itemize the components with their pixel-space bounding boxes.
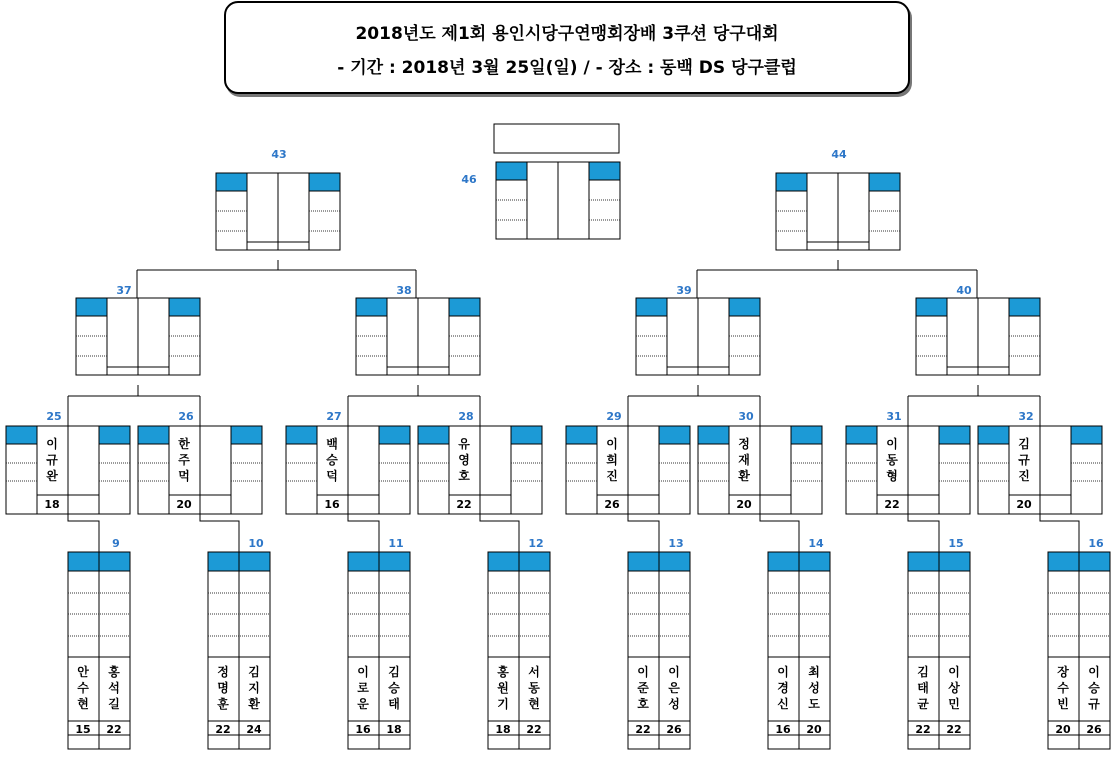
name-char: 백 bbox=[326, 437, 338, 451]
player-score: 22 bbox=[106, 723, 122, 736]
match-box-accent-right bbox=[379, 552, 410, 571]
match-box-accent-left bbox=[496, 162, 527, 180]
match-box-accent-left bbox=[908, 552, 939, 571]
name-char: 정 bbox=[217, 665, 229, 679]
name-char: 진 bbox=[1018, 469, 1030, 483]
player-name bbox=[108, 664, 120, 711]
player-score: 20 bbox=[736, 498, 752, 511]
match-number: 32 bbox=[1018, 410, 1034, 423]
match-box-27 bbox=[286, 410, 410, 514]
player-score: 18 bbox=[495, 723, 511, 736]
tournament-period-venue: - 기간 : 2018년 3월 25일(일) / - 장소 : 동백 DS 당구클럽 bbox=[337, 58, 797, 78]
match-number: 13 bbox=[668, 537, 684, 550]
match-box-accent-left bbox=[68, 552, 99, 571]
match-box-accent-right bbox=[519, 552, 550, 571]
name-char: 진 bbox=[606, 469, 618, 483]
player-score: 26 bbox=[666, 723, 682, 736]
name-char: 김 bbox=[248, 665, 260, 679]
champion-name-box bbox=[494, 124, 619, 153]
match-box-accent-right bbox=[99, 426, 130, 444]
player-score: 18 bbox=[44, 498, 60, 511]
match-box-accent-left bbox=[846, 426, 877, 444]
player-score: 26 bbox=[604, 498, 620, 511]
name-char: 석 bbox=[108, 681, 120, 695]
name-char: 성 bbox=[668, 697, 680, 711]
match-box-accent-left bbox=[636, 298, 667, 316]
player-score: 22 bbox=[946, 723, 962, 736]
name-char: 현 bbox=[77, 697, 89, 711]
match-box-accent-right bbox=[379, 426, 410, 444]
name-char: 운 bbox=[357, 697, 369, 711]
match-box-accent-right bbox=[869, 173, 900, 191]
name-char: 완 bbox=[46, 469, 58, 483]
player-name bbox=[606, 436, 618, 483]
name-char: 은 bbox=[668, 681, 680, 695]
name-char: 동 bbox=[886, 453, 898, 467]
name-char: 훈 bbox=[217, 697, 229, 711]
player-score: 26 bbox=[1086, 723, 1102, 736]
match-box-13 bbox=[628, 537, 690, 749]
match-box-accent-right bbox=[169, 298, 200, 316]
name-char: 성 bbox=[808, 681, 820, 695]
match-number: 14 bbox=[808, 537, 824, 550]
match-box-12 bbox=[488, 537, 550, 749]
match-number: 10 bbox=[248, 537, 264, 550]
match-box-accent-right bbox=[511, 426, 542, 444]
name-char: 도 bbox=[808, 697, 820, 711]
match-box-accent-right bbox=[729, 298, 760, 316]
match-box-accent-right bbox=[1071, 426, 1102, 444]
player-name bbox=[528, 664, 540, 711]
match-box-accent-right bbox=[449, 298, 480, 316]
player-name bbox=[247, 664, 260, 711]
name-char: 김 bbox=[1018, 437, 1030, 451]
name-char: 민 bbox=[948, 697, 960, 711]
match-box-25 bbox=[6, 410, 130, 514]
tournament-title: 2018년도 제1회 용인시당구연맹회장배 3쿠션 당구대회 bbox=[355, 24, 779, 44]
match-box-accent-left bbox=[768, 552, 799, 571]
match-number: 30 bbox=[738, 410, 754, 423]
match-box-accent-left bbox=[1048, 552, 1079, 571]
player-score: 16 bbox=[355, 723, 371, 736]
match-box-accent-left bbox=[216, 173, 247, 191]
match-number: 27 bbox=[326, 410, 342, 423]
player-name bbox=[637, 664, 649, 711]
name-char: 이 bbox=[1088, 665, 1100, 679]
match-box-accent-right bbox=[659, 552, 690, 571]
match-box-accent-left bbox=[628, 552, 659, 571]
player-score: 20 bbox=[806, 723, 822, 736]
name-char: 준 bbox=[637, 681, 649, 695]
name-char: 지 bbox=[248, 681, 260, 695]
match-box-16 bbox=[1048, 537, 1110, 749]
name-char: 이 bbox=[46, 437, 58, 451]
match-box-38 bbox=[356, 284, 480, 375]
match-box-accent-right bbox=[231, 426, 262, 444]
match-number: 25 bbox=[46, 410, 62, 423]
match-number: 40 bbox=[956, 284, 972, 297]
name-char: 서 bbox=[528, 665, 540, 679]
player-score: 22 bbox=[526, 723, 542, 736]
match-number: 39 bbox=[676, 284, 692, 297]
player-name bbox=[497, 664, 509, 711]
match-box-29 bbox=[566, 410, 690, 514]
player-score: 20 bbox=[176, 498, 192, 511]
player-score: 22 bbox=[215, 723, 231, 736]
player-name bbox=[737, 436, 750, 483]
match-number: 29 bbox=[606, 410, 622, 423]
name-char: 김 bbox=[388, 665, 400, 679]
match-box-accent-left bbox=[916, 298, 947, 316]
match-box-28 bbox=[418, 410, 542, 514]
player-score: 22 bbox=[884, 498, 900, 511]
match-box-accent-left bbox=[698, 426, 729, 444]
name-char: 정 bbox=[738, 437, 750, 451]
match-box-32 bbox=[978, 410, 1102, 514]
match-box-11 bbox=[348, 537, 410, 749]
name-char: 동 bbox=[528, 681, 540, 695]
match-box-26 bbox=[138, 410, 262, 514]
player-name bbox=[917, 664, 929, 711]
match-number: 26 bbox=[178, 410, 194, 423]
name-char: 홍 bbox=[497, 665, 509, 679]
match-box-accent-right bbox=[239, 552, 270, 571]
player-name bbox=[77, 664, 89, 711]
name-char: 균 bbox=[917, 697, 929, 711]
match-box-39 bbox=[636, 284, 760, 375]
player-score: 22 bbox=[915, 723, 931, 736]
name-char: 안 bbox=[77, 665, 89, 679]
name-char: 이 bbox=[637, 665, 649, 679]
match-box-accent-right bbox=[589, 162, 620, 180]
match-box-9 bbox=[68, 537, 130, 749]
match-number: 12 bbox=[528, 537, 544, 550]
name-char: 장 bbox=[1057, 665, 1069, 679]
match-box-accent-left bbox=[6, 426, 37, 444]
match-number: 38 bbox=[396, 284, 412, 297]
name-char: 신 bbox=[777, 697, 789, 711]
match-box-30 bbox=[698, 410, 822, 514]
player-name bbox=[1018, 436, 1030, 483]
match-box-accent-left bbox=[208, 552, 239, 571]
name-char: 환 bbox=[738, 469, 750, 483]
match-box-40 bbox=[916, 284, 1040, 375]
match-box-accent-left bbox=[418, 426, 449, 444]
name-char: 규 bbox=[1018, 453, 1030, 467]
player-name bbox=[326, 436, 338, 483]
player-score: 16 bbox=[324, 498, 340, 511]
player-name bbox=[1057, 664, 1069, 711]
match-box-accent-right bbox=[1009, 298, 1040, 316]
player-name bbox=[777, 664, 789, 711]
player-name bbox=[886, 436, 898, 483]
match-number: 15 bbox=[948, 537, 964, 550]
name-char: 수 bbox=[77, 681, 89, 695]
match-box-accent-left bbox=[776, 173, 807, 191]
match-number: 43 bbox=[271, 148, 287, 161]
match-box-accent-right bbox=[791, 426, 822, 444]
player-score: 15 bbox=[75, 723, 91, 736]
match-box-14 bbox=[768, 537, 830, 749]
player-score: 22 bbox=[635, 723, 651, 736]
match-box-46 bbox=[461, 162, 620, 239]
name-char: 이 bbox=[777, 665, 789, 679]
player-score: 16 bbox=[775, 723, 791, 736]
name-char: 영 bbox=[458, 453, 470, 467]
name-char: 환 bbox=[248, 697, 260, 711]
name-char: 로 bbox=[357, 681, 369, 695]
match-number: 11 bbox=[388, 537, 404, 550]
name-char: 한 bbox=[178, 437, 190, 451]
name-char: 길 bbox=[108, 697, 120, 711]
player-name bbox=[46, 436, 58, 483]
name-char: 원 bbox=[497, 681, 509, 695]
player-name bbox=[388, 664, 400, 711]
player-name bbox=[357, 664, 369, 711]
name-char: 태 bbox=[388, 697, 400, 711]
match-box-accent-right bbox=[799, 552, 830, 571]
name-char: 상 bbox=[948, 681, 960, 695]
name-char: 형 bbox=[886, 469, 898, 483]
player-name bbox=[1088, 664, 1100, 711]
name-char: 이 bbox=[606, 437, 618, 451]
name-char: 홍 bbox=[108, 665, 120, 679]
name-char: 이 bbox=[357, 665, 369, 679]
match-box-44 bbox=[776, 148, 900, 250]
player-score: 24 bbox=[246, 723, 262, 736]
name-char: 기 bbox=[497, 697, 509, 711]
match-box-accent-left bbox=[356, 298, 387, 316]
name-char: 승 bbox=[388, 681, 400, 695]
name-char: 명 bbox=[217, 681, 229, 695]
name-char: 승 bbox=[1088, 681, 1100, 695]
match-box-37 bbox=[76, 284, 200, 375]
match-number: 9 bbox=[112, 537, 120, 550]
name-char: 희 bbox=[606, 453, 618, 467]
name-char: 규 bbox=[1088, 697, 1100, 711]
name-char: 이 bbox=[886, 437, 898, 451]
name-char: 주 bbox=[178, 453, 190, 467]
match-box-accent-right bbox=[939, 552, 970, 571]
match-box-31 bbox=[846, 410, 970, 514]
match-box-accent-right bbox=[1079, 552, 1110, 571]
player-score: 18 bbox=[386, 723, 402, 736]
name-char: 규 bbox=[46, 453, 58, 467]
match-number: 44 bbox=[831, 148, 847, 161]
match-box-accent-left bbox=[286, 426, 317, 444]
name-char: 덕 bbox=[326, 469, 338, 483]
match-box-accent-right bbox=[939, 426, 970, 444]
player-name bbox=[177, 436, 190, 483]
match-box-accent-left bbox=[978, 426, 1009, 444]
name-char: 먹 bbox=[178, 469, 190, 483]
player-name bbox=[948, 664, 960, 711]
name-char: 이 bbox=[668, 665, 680, 679]
match-box-43 bbox=[216, 148, 340, 250]
name-char: 태 bbox=[917, 681, 929, 695]
name-char: 수 bbox=[1057, 681, 1069, 695]
match-box-accent-left bbox=[566, 426, 597, 444]
player-name bbox=[217, 664, 229, 711]
name-char: 호 bbox=[637, 697, 649, 711]
player-score: 22 bbox=[456, 498, 472, 511]
name-char: 김 bbox=[917, 665, 929, 679]
player-name bbox=[668, 664, 680, 711]
player-score: 20 bbox=[1055, 723, 1071, 736]
player-score: 20 bbox=[1016, 498, 1032, 511]
match-box-15 bbox=[908, 537, 970, 749]
name-char: 호 bbox=[458, 469, 470, 483]
match-number: 31 bbox=[886, 410, 902, 423]
name-char: 재 bbox=[738, 453, 750, 467]
player-name bbox=[808, 664, 820, 711]
match-box-accent-left bbox=[488, 552, 519, 571]
match-box-accent-left bbox=[138, 426, 169, 444]
name-char: 이 bbox=[948, 665, 960, 679]
name-char: 유 bbox=[458, 437, 470, 451]
match-box-accent-right bbox=[309, 173, 340, 191]
name-char: 승 bbox=[326, 453, 338, 467]
match-box-accent-right bbox=[659, 426, 690, 444]
player-name bbox=[458, 437, 470, 483]
name-char: 빈 bbox=[1057, 697, 1069, 711]
match-box-accent-left bbox=[76, 298, 107, 316]
name-char: 경 bbox=[777, 681, 789, 695]
match-number: 28 bbox=[458, 410, 474, 423]
match-number: 16 bbox=[1088, 537, 1104, 550]
name-char: 현 bbox=[528, 697, 540, 711]
name-char: 최 bbox=[808, 665, 820, 679]
match-box-10 bbox=[208, 537, 270, 749]
match-number: 37 bbox=[116, 284, 132, 297]
match-number: 46 bbox=[461, 173, 477, 186]
match-box-accent-left bbox=[348, 552, 379, 571]
match-box-accent-right bbox=[99, 552, 130, 571]
